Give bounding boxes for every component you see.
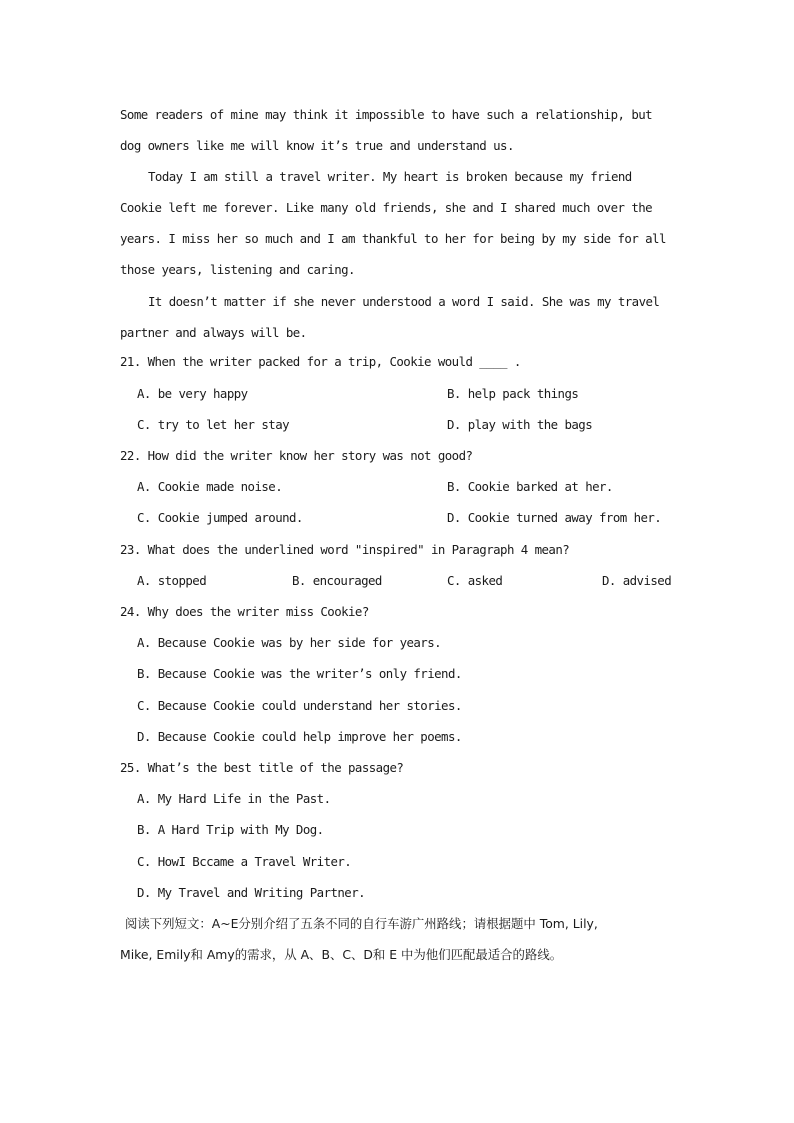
option-b: B. Because Cookie was the writer’s only friend.: [137, 666, 462, 681]
option-c: C. Because Cookie could understand her stories.: [137, 698, 462, 713]
passage-line: Today I am still a travel writer. My heart is broken because my friend: [148, 169, 632, 184]
option-a: A. Cookie made noise.: [137, 479, 283, 494]
passage-line: Cookie left me forever. Like many old friends, she and I shared much over the: [120, 200, 653, 215]
passage-line: those years, listening and caring.: [120, 262, 355, 277]
option-c: C. HowI Bccame a Travel Writer.: [137, 854, 352, 869]
passage-line: Some readers of mine may think it impossible to have such a relationship, but: [120, 107, 653, 122]
question-stem: 24. Why does the writer miss Cookie?: [120, 604, 369, 619]
option-c: C. asked: [447, 573, 503, 588]
option-d: D. play with the bags: [447, 417, 593, 432]
option-d: D. Cookie turned away from her.: [447, 510, 662, 525]
section-instruction: Mike, Emily和 Amy的需求，从 A、B、C、D和 E 中为他们匹配最适合的路线。: [120, 947, 563, 962]
option-a: A. stopped: [137, 573, 207, 588]
passage-line: years. I miss her so much and I am thankful to her for being by my side for all: [120, 231, 666, 246]
option-d: D. My Travel and Writing Partner.: [137, 885, 366, 900]
option-a: A. be very happy: [137, 386, 248, 401]
option-c: C. Cookie jumped around.: [137, 510, 303, 525]
option-b: B. encouraged: [292, 573, 382, 588]
option-a: A. Because Cookie was by her side for years.: [137, 635, 442, 650]
question-stem: 21. When the writer packed for a trip, Cookie would ____ .: [120, 354, 521, 369]
option-d: D. advised: [602, 573, 672, 588]
option-b: B. Cookie barked at her.: [447, 479, 613, 494]
passage-line: partner and always will be.: [120, 325, 307, 340]
section-instruction: 阅读下列短文：A~E分别介绍了五条不同的自行车游广州路线；请根据题中 Tom, Lily,: [125, 916, 598, 931]
option-b: B. A Hard Trip with My Dog.: [137, 822, 324, 837]
question-stem: 25. What’s the best title of the passage?: [120, 760, 404, 775]
question-stem: 22. How did the writer know her story was not good?: [120, 448, 473, 463]
option-b: B. help pack things: [447, 386, 579, 401]
option-d: D. Because Cookie could help improve her poems.: [137, 729, 462, 744]
question-stem: 23. What does the underlined word "inspired" in Paragraph 4 mean?: [120, 542, 570, 557]
passage-line: dog owners like me will know it’s true and understand us.: [120, 138, 514, 153]
option-c: C. try to let her stay: [137, 417, 290, 432]
passage-line: It doesn’t matter if she never understood a word I said. She was my travel: [148, 294, 660, 309]
option-a: A. My Hard Life in the Past.: [137, 791, 331, 806]
